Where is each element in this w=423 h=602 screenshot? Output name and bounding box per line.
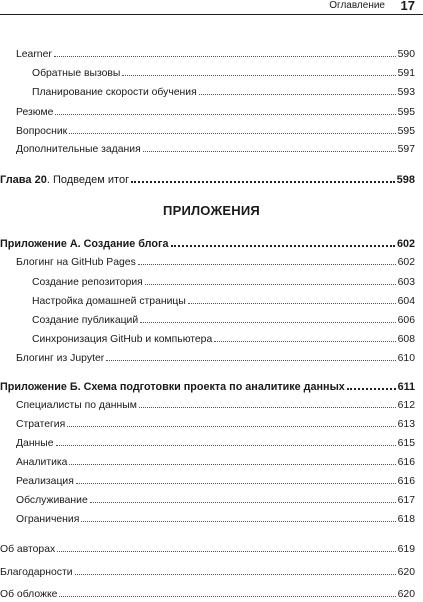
toc-entry-title: Обслуживание [16, 495, 88, 506]
toc-entry[interactable] [16, 47, 415, 61]
toc-entry-page: 602 [397, 257, 415, 268]
toc-chapter-entry[interactable] [0, 172, 415, 186]
appendices-heading: ПРИЛОЖЕНИЯ [163, 203, 260, 218]
toc-entry[interactable] [0, 565, 415, 579]
dot-leader [81, 512, 395, 522]
toc-entry-page: 620 [397, 589, 415, 600]
toc-entry-title: Планирование скорости обучения [32, 87, 197, 98]
toc-entry-title: Аналитика [16, 457, 68, 468]
toc-entry-page: 604 [397, 296, 415, 307]
toc-entry[interactable] [16, 474, 415, 488]
toc-entry[interactable] [16, 512, 415, 526]
toc-entry-page: 590 [397, 49, 415, 60]
dot-leader [75, 565, 396, 575]
dot-leader [199, 85, 396, 95]
dot-leader [347, 379, 396, 390]
toc-entry[interactable] [0, 587, 415, 601]
dot-leader [140, 313, 396, 323]
toc-entry-page: 608 [397, 334, 415, 345]
dot-leader [188, 294, 396, 304]
toc-entry-title: Настройка домашней страницы [32, 296, 186, 307]
toc-entry[interactable] [32, 66, 415, 80]
toc-entry[interactable] [16, 398, 415, 412]
toc-entry-title: Дополнительные задания [16, 144, 141, 155]
toc-entry-title: Специалисты по данным [16, 400, 137, 411]
dot-leader [90, 493, 396, 503]
toc-entry-page: 591 [397, 68, 415, 79]
dot-leader [138, 255, 396, 265]
toc-entry[interactable] [16, 105, 415, 119]
dot-leader [171, 236, 395, 247]
toc-entry[interactable] [16, 455, 415, 469]
toc-entry-title: Ограничения [16, 514, 80, 525]
toc-chapter-title [0, 173, 129, 187]
toc-entry-page: 620 [397, 567, 415, 578]
dot-leader [57, 542, 395, 552]
toc-appendix-entry[interactable] [0, 379, 415, 393]
toc-entry[interactable] [32, 332, 415, 346]
dot-leader [139, 398, 396, 408]
dot-leader [106, 351, 395, 361]
header-rule [0, 14, 423, 15]
dot-leader [59, 587, 395, 597]
dot-leader [131, 172, 395, 183]
toc-entry-title: Резюме [16, 107, 54, 118]
toc-entry[interactable] [16, 142, 415, 156]
dot-leader [143, 142, 396, 152]
toc-entry-page: 610 [397, 353, 415, 364]
toc-entry-title: Реализация [16, 476, 74, 487]
toc-entry-title: Блогинг из Jupyter [16, 353, 105, 364]
toc-entry-page: 617 [397, 495, 415, 506]
toc-appendix-title: Приложение А. Создание блога [0, 238, 169, 250]
dot-leader [122, 66, 395, 76]
dot-leader [67, 417, 395, 427]
toc-entry-page: 618 [397, 514, 415, 525]
toc-entry-page: 602 [396, 238, 415, 250]
toc-entry[interactable] [16, 351, 415, 365]
toc-entry[interactable] [32, 294, 415, 308]
toc-entry-page: 595 [397, 107, 415, 118]
toc-entry-page: 606 [397, 315, 415, 326]
toc-entry[interactable] [16, 493, 415, 507]
dot-leader [214, 332, 395, 342]
toc-entry[interactable] [32, 85, 415, 99]
toc-entry-title: Блогинг на GitHub Pages [16, 257, 136, 268]
chapter-label: Глава 20 [0, 174, 47, 186]
dot-leader [54, 47, 396, 57]
toc-entry-page: 619 [397, 544, 415, 555]
running-title: Оглавление [329, 0, 385, 11]
page-number: 17 [400, 0, 415, 13]
toc-entry-title: Синхронизация GitHub и компьютера [32, 334, 213, 345]
toc-entry-title: Обратные вызовы [32, 68, 121, 79]
dot-leader [76, 474, 396, 484]
toc-entry-title: Создание публикаций [32, 315, 139, 326]
toc-entry-title: Вопросник [16, 126, 68, 137]
toc-appendix-title: Приложение Б. Схема подготовки проекта по аналитике данных [0, 381, 345, 393]
toc-entry-title: Learner [16, 49, 52, 60]
toc-entry-page: 598 [396, 174, 415, 186]
dot-leader [145, 275, 396, 285]
toc-entry-page: 615 [397, 438, 415, 449]
toc-entry[interactable] [32, 313, 415, 327]
chapter-title: . Подведем итог [46, 174, 130, 186]
toc-entry-page: 593 [397, 87, 415, 98]
toc-entry-page: 612 [397, 400, 415, 411]
toc-entry[interactable] [16, 124, 415, 138]
toc-entry[interactable] [16, 255, 415, 269]
toc-entry-page: 616 [397, 476, 415, 487]
toc-entry-page: 616 [397, 457, 415, 468]
dot-leader [55, 105, 395, 115]
dot-leader [69, 455, 395, 465]
toc-entry-title: Об авторах [0, 544, 56, 555]
toc-entry-title: Создание репозитория [32, 277, 143, 288]
page-header [0, 0, 423, 14]
toc-entry-page: 603 [397, 277, 415, 288]
toc-appendix-entry[interactable] [0, 236, 415, 250]
toc-entry-title: Стратегия [16, 419, 66, 430]
dot-leader [56, 436, 396, 446]
toc-entry-page: 595 [397, 126, 415, 137]
toc-entry-title: Об обложке [0, 589, 58, 600]
toc-entry-page: 613 [397, 419, 415, 430]
toc-entry-page: 611 [397, 381, 415, 393]
toc-entry[interactable] [16, 417, 415, 431]
toc-entry[interactable] [16, 436, 415, 450]
toc-entry-title: Данные [16, 438, 54, 449]
dot-leader [69, 124, 395, 134]
toc-entry[interactable] [32, 275, 415, 289]
toc-entry-page: 597 [397, 144, 415, 155]
toc-entry-title: Благодарности [0, 567, 73, 578]
toc-entry[interactable] [0, 542, 415, 556]
